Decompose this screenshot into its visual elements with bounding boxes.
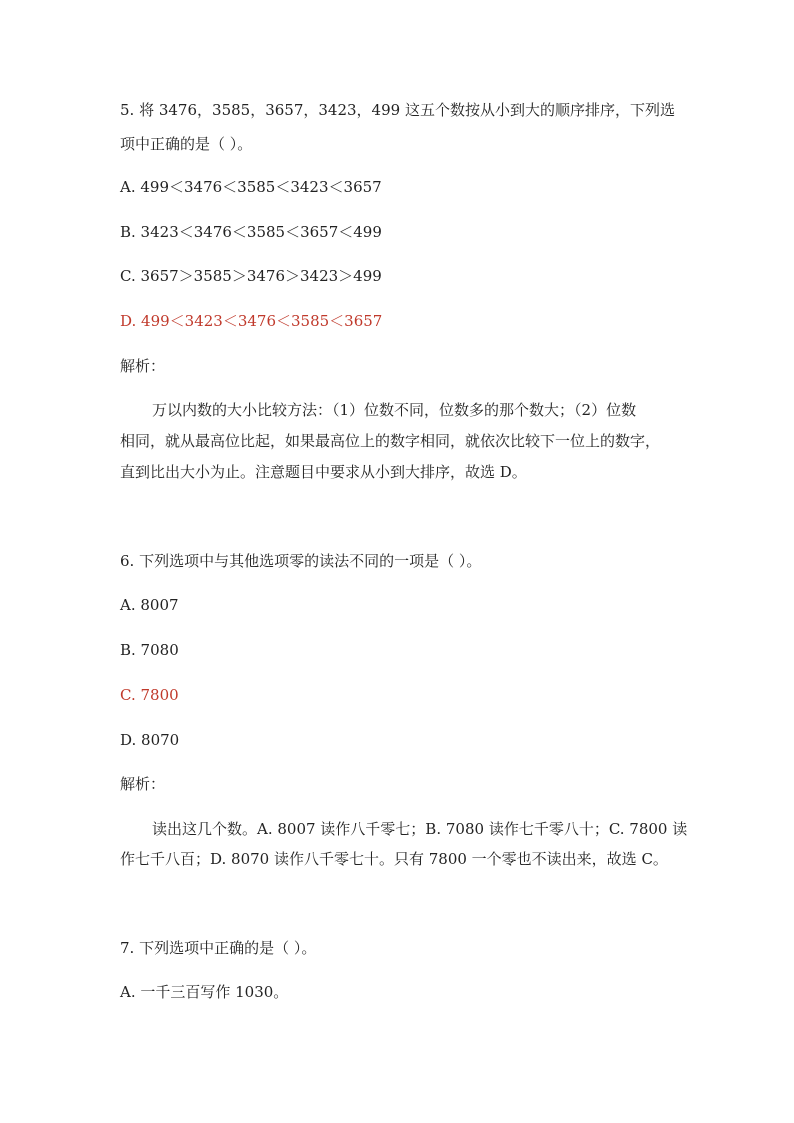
question-6-analysis-label: 解析：	[120, 775, 166, 793]
question-5-option-a: A. 499＜3476＜3585＜3423＜3657	[120, 178, 382, 196]
question-6-option-c-correct: C. 7800	[120, 686, 179, 704]
question-6-option-b: B. 7080	[120, 641, 179, 659]
question-5-analysis-line-2: 相同，就从最高位比起，如果最高位上的数字相同，就依次比较下一位上的数字，	[120, 432, 661, 450]
question-5-option-d-correct: D. 499＜3423＜3476＜3585＜3657	[120, 312, 383, 330]
question-5-analysis-line-1: 万以内数的大小比较方法：（1）位数不同，位数多的那个数大；（2）位数	[152, 401, 637, 419]
question-5-option-b: B. 3423＜3476＜3585＜3657＜499	[120, 223, 382, 241]
question-6-stem-line-1: 6. 下列选项中与其他选项零的读法不同的一项是（ ）。	[120, 552, 482, 570]
question-6-option-a: A. 8007	[120, 596, 179, 614]
question-7-option-a: A. 一千三百写作 1030。	[120, 983, 289, 1001]
question-7-stem-line-1: 7. 下列选项中正确的是（ ）。	[120, 939, 317, 957]
question-5-option-c: C. 3657＞3585＞3476＞3423＞499	[120, 267, 382, 285]
question-5-analysis-line-3: 直到比出大小为止。注意题目中要求从小到大排序，故选 D。	[120, 463, 527, 481]
question-5-analysis-label: 解析：	[120, 357, 166, 375]
question-5-stem-line-1: 5. 将 3476，3585，3657，3423，499 这五个数按从小到大的顺序排序，下列选	[120, 101, 675, 119]
question-5-stem-line-2: 项中正确的是（ ）。	[120, 135, 253, 153]
question-6-analysis-line-2: 作七千八百；D. 8070 读作八千零七十。只有 7800 一个零也不读出来，故选 C。	[120, 850, 668, 868]
question-6-analysis-line-1: 读出这几个数。A. 8007 读作八千零七；B. 7080 读作七千零八十；C. 7800 读	[152, 820, 688, 838]
question-6-option-d: D. 8070	[120, 731, 180, 749]
